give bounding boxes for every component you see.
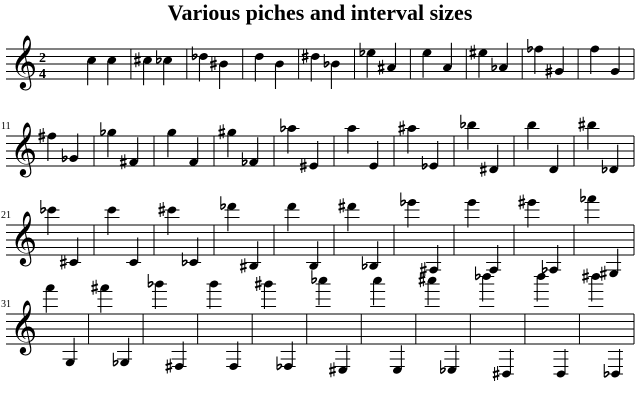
treble-clef-icon: 𝄞 <box>10 210 38 264</box>
note-F-sharp5 <box>39 128 58 161</box>
note-B5 <box>525 120 540 150</box>
note-G-flat6 <box>148 274 167 309</box>
note-F-flat3 <box>277 342 296 372</box>
note-C5 <box>107 56 118 86</box>
note-D4 <box>548 145 559 175</box>
note-G4 <box>610 47 621 77</box>
note-A-sharp5 <box>399 121 420 154</box>
note-B6 <box>534 272 549 307</box>
note-F4 <box>188 137 199 167</box>
note-D-flat3 <box>604 349 623 379</box>
note-B-sharp4 <box>210 56 229 89</box>
note-A-flat3 <box>542 245 561 275</box>
note-D-flat4 <box>602 145 618 175</box>
note-B4 <box>274 59 285 89</box>
treble-clef-icon: 𝄞 <box>10 299 38 353</box>
note-A3 <box>486 245 501 275</box>
note-C5 <box>87 56 98 86</box>
note-G-sharp3 <box>600 249 621 281</box>
time-signature-denominator: 4 <box>39 67 46 82</box>
note-E-flat5 <box>360 43 376 78</box>
note-A-sharp6 <box>419 272 440 306</box>
note-E3 <box>390 345 405 375</box>
treble-clef-icon: 𝄞 <box>10 121 38 175</box>
note-F6 <box>43 283 58 313</box>
note-A-flat4 <box>492 43 508 73</box>
measure-number: 11 <box>1 121 11 132</box>
note-D5 <box>254 52 265 82</box>
note-F-sharp6 <box>91 280 112 313</box>
note-G-sharp4 <box>546 47 565 79</box>
note-E5 <box>422 48 433 78</box>
score-title: Various piches and interval sizes <box>167 0 473 25</box>
note-B-flat5 <box>461 115 480 150</box>
note-F-flat4 <box>242 137 258 167</box>
note-E6 <box>465 198 480 228</box>
note-D-sharp6 <box>339 198 360 231</box>
time-signature-numerator: 2 <box>39 51 46 66</box>
note-B-sharp5 <box>579 117 600 150</box>
note-E-flat6 <box>401 193 420 228</box>
note-G-flat5 <box>101 122 117 157</box>
note-A-flat6 <box>312 270 331 306</box>
note-D-sharp4 <box>480 145 499 177</box>
note-C-flat4 <box>182 238 201 268</box>
note-D3 <box>553 349 568 379</box>
treble-clef-icon: 𝄞 <box>10 34 38 88</box>
note-F-flat6 <box>581 189 600 224</box>
note-A-sharp4 <box>378 43 397 75</box>
note-E-sharp4 <box>300 141 319 173</box>
note-A4 <box>442 43 453 73</box>
note-B-sharp6 <box>582 269 603 307</box>
note-G-sharp6 <box>255 276 276 309</box>
note-F-sharp3 <box>166 342 187 374</box>
note-G5 <box>167 128 178 158</box>
note-G-flat3 <box>113 338 132 368</box>
note-G-sharp5 <box>219 124 238 157</box>
note-A5 <box>345 124 360 154</box>
note-G6 <box>207 279 222 309</box>
note-E-sharp6 <box>519 195 540 228</box>
note-G3 <box>63 338 78 368</box>
note-F-sharp4 <box>120 137 139 169</box>
note-C-flat6 <box>41 200 60 235</box>
note-C6 <box>105 205 120 235</box>
note-C-sharp5 <box>134 52 153 85</box>
note-D-sharp5 <box>302 49 321 82</box>
note-E4 <box>368 141 379 171</box>
note-D6 <box>285 202 300 232</box>
note-E-sharp5 <box>470 45 489 78</box>
note-D-sharp3 <box>493 349 514 381</box>
note-C-sharp4 <box>60 238 81 270</box>
note-D-flat6 <box>221 196 240 231</box>
note-E-sharp3 <box>329 345 350 377</box>
note-F3 <box>226 342 241 372</box>
measure-number: 21 <box>1 210 11 221</box>
note-B3 <box>306 241 321 271</box>
note-A-sharp3 <box>420 245 441 277</box>
note-C4 <box>126 238 141 268</box>
measure-number: 31 <box>1 299 11 310</box>
note-E-flat3 <box>441 345 460 375</box>
note-B-flat3 <box>362 241 381 271</box>
note-A6 <box>370 276 385 307</box>
note-C-flat5 <box>157 50 173 85</box>
note-B-sharp3 <box>240 241 261 273</box>
note-F5 <box>590 44 601 74</box>
note-C-sharp6 <box>159 202 180 235</box>
